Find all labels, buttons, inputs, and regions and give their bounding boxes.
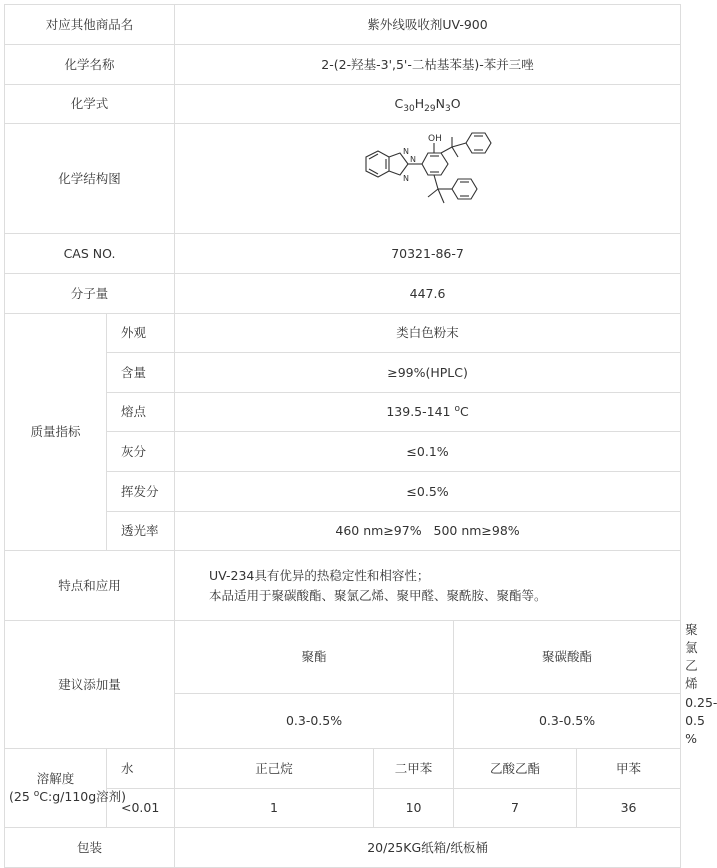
- label-quality: 质量指标: [5, 314, 107, 551]
- chemical-structure-diagram: [348, 129, 508, 229]
- value-volatiles: ≤0.5%: [175, 472, 681, 512]
- row-content: [5, 353, 681, 393]
- value-formula: [175, 85, 681, 124]
- label-content: 含量: [107, 353, 175, 393]
- row-volatiles: [5, 472, 681, 512]
- row-packaging: [5, 828, 681, 868]
- row-solubility-headers: [5, 749, 681, 789]
- features-line-2: 本品适用于聚碳酸酯、聚氯乙烯、聚甲醛、聚酰胺、聚酯等。: [209, 587, 547, 603]
- dosage-header-polyester: 聚酯: [175, 621, 454, 694]
- oh-label: OH: [427, 133, 442, 144]
- formula-c: C: [394, 96, 404, 111]
- melting-point-unit: C: [460, 404, 469, 419]
- solubility-header-water: 水: [107, 749, 175, 789]
- formula-o: O: [450, 96, 461, 111]
- row-appearance: [5, 314, 681, 353]
- solubility-degree: o: [33, 789, 40, 799]
- solubility-value-hexane: 1: [175, 789, 374, 828]
- solubility-cond-prefix: (25: [9, 789, 34, 804]
- label-volatiles: 挥发分: [107, 472, 175, 512]
- row-cas: [5, 234, 681, 274]
- row-transmittance: [5, 512, 681, 551]
- label-features: 特点和应用: [5, 551, 175, 621]
- solubility-header-toluene: 甲苯: [577, 749, 681, 789]
- row-mw: [5, 274, 681, 314]
- dosage-header-polycarbonate: 聚碳酸酯: [454, 621, 681, 694]
- label-appearance: 外观: [107, 314, 175, 353]
- triazole-ring: [389, 153, 408, 175]
- solubility-header-ethyl-acetate: 乙酸乙酯: [454, 749, 577, 789]
- row-dosage-headers: 建议添加量 聚酯 聚碳酸酯 聚氯乙烯: [5, 621, 681, 694]
- label-formula: 化学式: [5, 85, 175, 124]
- label-melting-point: 熔点: [107, 393, 175, 432]
- formula-h-count: 29: [424, 104, 436, 114]
- value-transmittance: 460 nm≥97% 500 nm≥98%: [175, 512, 681, 551]
- value-appearance: 类白色粉末: [175, 314, 681, 353]
- formula-c-count: 30: [403, 104, 415, 114]
- structure-cell: [175, 124, 681, 234]
- label-transmittance: 透光率: [107, 512, 175, 551]
- label-structure: 化学结构图: [5, 124, 175, 234]
- row-dosage-values: 0.3-0.5% 0.3-0.5% 0.25-0.5 %: [5, 694, 681, 749]
- spec-table: [4, 4, 717, 868]
- n-label-mid: N: [409, 154, 416, 164]
- label-other-name: 对应其他商品名: [5, 5, 175, 45]
- value-cas: 70321-86-7: [175, 234, 681, 274]
- row-formula: [5, 85, 681, 124]
- value-melting-point: [175, 393, 681, 432]
- dosage-value-polyester: 0.3-0.5%: [175, 694, 454, 749]
- label-cas: CAS NO.: [5, 234, 175, 274]
- n-label-bottom: N: [402, 173, 409, 183]
- degree-symbol: o: [454, 404, 460, 414]
- solubility-value-xylene: 10: [374, 789, 454, 828]
- formula-h: H: [414, 96, 425, 111]
- n-label-top: N: [402, 146, 409, 156]
- row-features: [5, 551, 681, 621]
- label-dosage: 建议添加量: [5, 621, 175, 749]
- value-mw: 447.6: [175, 274, 681, 314]
- features-line-1: UV-234具有优异的热稳定性和相容性；: [209, 567, 430, 583]
- solubility-header-hexane: 正己烷: [175, 749, 374, 789]
- value-chem-name: 2-(2-羟基-3',5'-二枯基苯基)-苯并三唑: [175, 45, 681, 85]
- label-ash: 灰分: [107, 432, 175, 472]
- label-packaging: 包装: [5, 828, 175, 868]
- label-chem-name: 化学名称: [5, 45, 175, 85]
- solubility-condition: [9, 788, 127, 806]
- formula-n-count: 3: [444, 104, 451, 114]
- dosage-value-polycarbonate: 0.3-0.5%: [454, 694, 681, 749]
- row-chem-name: [5, 45, 681, 85]
- solubility-value-ethyl-acetate: 7: [454, 789, 577, 828]
- solubility-value-toluene: 36: [577, 789, 681, 828]
- value-ash: ≤0.1%: [175, 432, 681, 472]
- solubility-title: 溶解度: [36, 771, 75, 786]
- row-ash: [5, 432, 681, 472]
- value-other-name: 紫外线吸收剂UV-900: [175, 5, 681, 45]
- label-mw: 分子量: [5, 274, 175, 314]
- value-packaging: 20/25KG纸箱/纸板桶: [175, 828, 681, 868]
- formula-n: N: [435, 96, 445, 111]
- solubility-header-xylene: 二甲苯: [374, 749, 454, 789]
- value-features: [175, 551, 681, 621]
- solubility-value-water: <0.01: [107, 789, 175, 828]
- row-melting-point: [5, 393, 681, 432]
- label-solubility: [5, 749, 127, 828]
- row-structure: [5, 124, 681, 234]
- value-content: ≥99%(HPLC): [175, 353, 681, 393]
- melting-point-range: 139.5-141: [386, 404, 455, 419]
- solubility-cond-suffix: C:g/110g溶剂): [39, 789, 127, 804]
- row-other-name: [5, 5, 681, 45]
